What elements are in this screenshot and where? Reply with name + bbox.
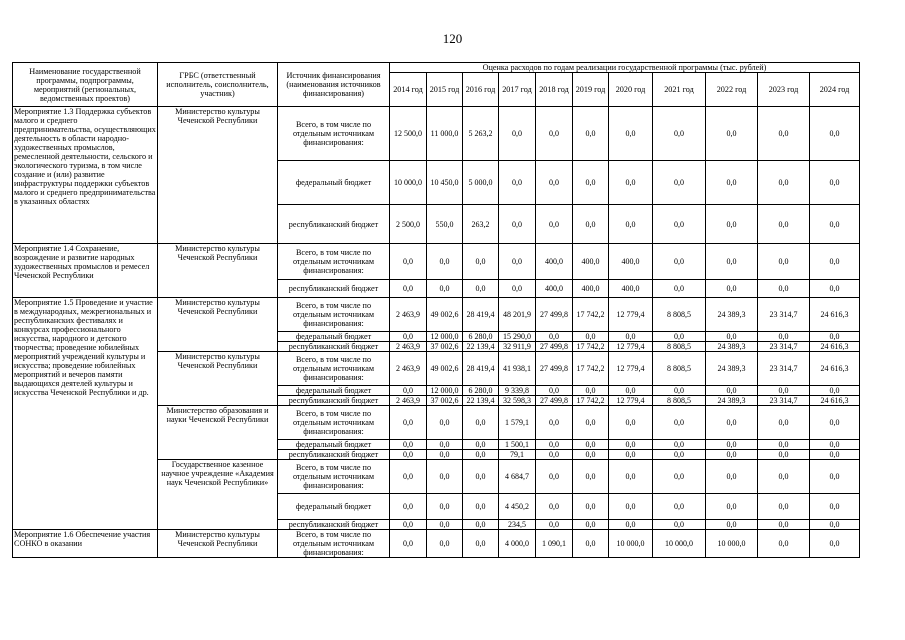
amount-cell: 0,0 xyxy=(810,406,860,440)
table-row xyxy=(13,107,860,161)
amount-cell: 0,0 xyxy=(427,440,463,450)
amount-cell: 0,0 xyxy=(463,406,499,440)
amount-cell: 10 000,0 xyxy=(653,530,706,558)
amount-cell: 10 000,0 xyxy=(390,161,427,205)
amount-cell: 0,0 xyxy=(427,450,463,460)
amount-cell: 8 808,5 xyxy=(653,298,706,332)
amount-cell: 0,0 xyxy=(609,406,653,440)
amount-cell: 0,0 xyxy=(706,520,758,530)
amount-cell: 0,0 xyxy=(536,205,573,244)
grbs-name: Государственное казенное научное учреждение «Академия наук Чеченской Республики» xyxy=(158,460,278,530)
amount-cell: 32 598,3 xyxy=(499,396,536,406)
amount-cell: 12 779,4 xyxy=(609,342,653,352)
amount-cell: 0,0 xyxy=(573,494,609,520)
amount-cell: 0,0 xyxy=(706,386,758,396)
amount-cell: 0,0 xyxy=(390,530,427,558)
amount-cell: 0,0 xyxy=(499,161,536,205)
amount-cell: 12 779,4 xyxy=(609,396,653,406)
amount-cell: 400,0 xyxy=(536,244,573,280)
grbs-name: Министерство культуры Чеченской Республики xyxy=(158,352,278,406)
amount-cell: 0,0 xyxy=(609,386,653,396)
amount-cell: 0,0 xyxy=(427,460,463,494)
amount-cell: 0,0 xyxy=(653,440,706,450)
amount-cell: 0,0 xyxy=(758,244,810,280)
budget-table xyxy=(12,62,860,558)
amount-cell: 0,0 xyxy=(390,386,427,396)
funding-source: Всего, в том числе по отдельным источникам финансирования: xyxy=(278,107,390,161)
amount-cell: 0,0 xyxy=(390,280,427,298)
amount-cell: 0,0 xyxy=(573,332,609,342)
funding-source: Всего, в том числе по отдельным источникам финансирования: xyxy=(278,244,390,280)
amount-cell: 0,0 xyxy=(758,205,810,244)
amount-cell: 12 779,4 xyxy=(609,298,653,332)
amount-cell: 0,0 xyxy=(706,161,758,205)
amount-cell: 0,0 xyxy=(653,280,706,298)
amount-cell: 0,0 xyxy=(758,386,810,396)
amount-cell: 0,0 xyxy=(758,520,810,530)
amount-cell: 0,0 xyxy=(810,161,860,205)
amount-cell: 0,0 xyxy=(810,494,860,520)
amount-cell: 0,0 xyxy=(390,406,427,440)
amount-cell: 17 742,2 xyxy=(573,352,609,386)
table-row xyxy=(13,530,860,558)
amount-cell: 2 463,9 xyxy=(390,352,427,386)
amount-cell: 10 450,0 xyxy=(427,161,463,205)
amount-cell: 0,0 xyxy=(427,280,463,298)
amount-cell: 12 000,0 xyxy=(427,332,463,342)
amount-cell: 0,0 xyxy=(536,520,573,530)
grbs-name: Министерство культуры Чеченской Республики xyxy=(158,298,278,352)
funding-source: федеральный бюджет xyxy=(278,440,390,450)
header-year: 2022 год xyxy=(706,73,758,107)
amount-cell: 0,0 xyxy=(810,460,860,494)
amount-cell: 0,0 xyxy=(573,450,609,460)
amount-cell: 23 314,7 xyxy=(758,352,810,386)
amount-cell: 27 499,8 xyxy=(536,352,573,386)
amount-cell: 37 002,6 xyxy=(427,396,463,406)
amount-cell: 0,0 xyxy=(758,107,810,161)
amount-cell: 0,0 xyxy=(427,406,463,440)
amount-cell: 0,0 xyxy=(573,406,609,440)
header-year: 2024 год xyxy=(810,73,860,107)
amount-cell: 0,0 xyxy=(463,520,499,530)
amount-cell: 0,0 xyxy=(573,520,609,530)
amount-cell: 2 463,9 xyxy=(390,396,427,406)
header-year: 2020 год xyxy=(609,73,653,107)
amount-cell: 0,0 xyxy=(499,205,536,244)
grbs-name: Министерство культуры Чеченской Республики xyxy=(158,530,278,558)
amount-cell: 0,0 xyxy=(758,280,810,298)
funding-source: федеральный бюджет xyxy=(278,494,390,520)
amount-cell: 0,0 xyxy=(758,440,810,450)
amount-cell: 0,0 xyxy=(758,406,810,440)
amount-cell: 4 450,2 xyxy=(499,494,536,520)
amount-cell: 0,0 xyxy=(536,161,573,205)
amount-cell: 24 389,3 xyxy=(706,298,758,332)
amount-cell: 0,0 xyxy=(573,205,609,244)
amount-cell: 0,0 xyxy=(463,280,499,298)
header-year: 2019 год xyxy=(573,73,609,107)
amount-cell: 0,0 xyxy=(810,440,860,450)
amount-cell: 0,0 xyxy=(810,530,860,558)
amount-cell: 23 314,7 xyxy=(758,342,810,352)
amount-cell: 49 002,6 xyxy=(427,298,463,332)
amount-cell: 23 314,7 xyxy=(758,298,810,332)
amount-cell: 0,0 xyxy=(609,460,653,494)
amount-cell: 17 742,2 xyxy=(573,342,609,352)
funding-source: республиканский бюджет xyxy=(278,280,390,298)
amount-cell: 0,0 xyxy=(706,494,758,520)
amount-cell: 2 463,9 xyxy=(390,342,427,352)
amount-cell: 0,0 xyxy=(427,530,463,558)
amount-cell: 5 000,0 xyxy=(463,161,499,205)
amount-cell: 0,0 xyxy=(706,460,758,494)
amount-cell: 12 500,0 xyxy=(390,107,427,161)
header-grbs: ГРБС (ответственный исполнитель, соисполнитель, участник) xyxy=(158,63,278,107)
amount-cell: 400,0 xyxy=(573,244,609,280)
amount-cell: 0,0 xyxy=(573,440,609,450)
header-year: 2014 год xyxy=(390,73,427,107)
amount-cell: 0,0 xyxy=(653,332,706,342)
header-year: 2017 год xyxy=(499,73,536,107)
amount-cell: 1 090,1 xyxy=(536,530,573,558)
amount-cell: 0,0 xyxy=(706,205,758,244)
amount-cell: 0,0 xyxy=(390,440,427,450)
amount-cell: 0,0 xyxy=(653,386,706,396)
amount-cell: 400,0 xyxy=(609,280,653,298)
amount-cell: 0,0 xyxy=(609,205,653,244)
amount-cell: 0,0 xyxy=(758,161,810,205)
funding-source: федеральный бюджет xyxy=(278,161,390,205)
amount-cell: 1 500,1 xyxy=(499,440,536,450)
amount-cell: 0,0 xyxy=(573,530,609,558)
amount-cell: 0,0 xyxy=(573,161,609,205)
table-row xyxy=(13,244,860,280)
amount-cell: 0,0 xyxy=(758,332,810,342)
amount-cell: 0,0 xyxy=(758,460,810,494)
amount-cell: 24 616,3 xyxy=(810,352,860,386)
amount-cell: 24 616,3 xyxy=(810,396,860,406)
amount-cell: 0,0 xyxy=(463,530,499,558)
amount-cell: 24 616,3 xyxy=(810,298,860,332)
funding-source: республиканский бюджет xyxy=(278,342,390,352)
amount-cell: 0,0 xyxy=(609,520,653,530)
amount-cell: 0,0 xyxy=(653,460,706,494)
amount-cell: 23 314,7 xyxy=(758,396,810,406)
amount-cell: 0,0 xyxy=(609,107,653,161)
funding-source: республиканский бюджет xyxy=(278,205,390,244)
amount-cell: 0,0 xyxy=(609,332,653,342)
amount-cell: 0,0 xyxy=(390,244,427,280)
amount-cell: 0,0 xyxy=(653,107,706,161)
header-year: 2015 год xyxy=(427,73,463,107)
grbs-name: Министерство культуры Чеченской Республики xyxy=(158,244,278,298)
funding-source: Всего, в том числе по отдельным источникам финансирования: xyxy=(278,530,390,558)
measure-name: Мероприятие 1.4 Сохранение, возрождение и развитие народных художественных промыслов и ремесел Чеченской Республики xyxy=(13,244,158,298)
amount-cell: 0,0 xyxy=(536,450,573,460)
amount-cell: 0,0 xyxy=(810,386,860,396)
amount-cell: 400,0 xyxy=(573,280,609,298)
amount-cell: 10 000,0 xyxy=(706,530,758,558)
amount-cell: 8 808,5 xyxy=(653,342,706,352)
amount-cell: 400,0 xyxy=(609,244,653,280)
funding-source: федеральный бюджет xyxy=(278,332,390,342)
amount-cell: 28 419,4 xyxy=(463,352,499,386)
amount-cell: 0,0 xyxy=(390,450,427,460)
amount-cell: 0,0 xyxy=(573,107,609,161)
amount-cell: 9 339,8 xyxy=(499,386,536,396)
funding-source: Всего, в том числе по отдельным источникам финансирования: xyxy=(278,406,390,440)
measure-name: Мероприятие 1.3 Поддержка субъектов малого и среднего предпринимательства, осуществляющих деятельность в области народно-художественных промыслов, ремесленной деятельности, сельского и экологического туризма, в том числе создание и (или) развитие инфраструктуры поддержки субъектов малого и среднего предпринимательства в указанных областях xyxy=(13,107,158,244)
header-year: 2016 год xyxy=(463,73,499,107)
grbs-name: Министерство культуры Чеченской Республики xyxy=(158,107,278,244)
amount-cell: 27 499,8 xyxy=(536,342,573,352)
amount-cell: 0,0 xyxy=(536,440,573,450)
amount-cell: 12 779,4 xyxy=(609,352,653,386)
amount-cell: 0,0 xyxy=(499,244,536,280)
amount-cell: 0,0 xyxy=(463,460,499,494)
amount-cell: 32 911,9 xyxy=(499,342,536,352)
measure-name: Мероприятие 1.5 Проведение и участие в международных, межрегиональных и республиканских фестивалях и конкурсах профессионального искусства, народного и детского творчества; проведение юбилейных мероприятий учреждений культуры и искусства; проведение юбилейных мероприятий и вечеров памяти выдающихся деятелей культуры и искусства Чеченской Республики и др. xyxy=(13,298,158,530)
funding-source: республиканский бюджет xyxy=(278,450,390,460)
amount-cell: 22 139,4 xyxy=(463,396,499,406)
header-estimate: Оценка расходов по годам реализации государственной программы (тыс. рублей) xyxy=(390,63,860,73)
amount-cell: 0,0 xyxy=(390,460,427,494)
header-year: 2023 год xyxy=(758,73,810,107)
amount-cell: 0,0 xyxy=(463,494,499,520)
amount-cell: 48 201,9 xyxy=(499,298,536,332)
amount-cell: 17 742,2 xyxy=(573,396,609,406)
amount-cell: 0,0 xyxy=(653,406,706,440)
amount-cell: 400,0 xyxy=(536,280,573,298)
amount-cell: 0,0 xyxy=(810,332,860,342)
amount-cell: 28 419,4 xyxy=(463,298,499,332)
page-number: 120 xyxy=(442,31,463,46)
amount-cell: 0,0 xyxy=(390,494,427,520)
funding-source: Всего, в том числе по отдельным источникам финансирования: xyxy=(278,352,390,386)
amount-cell: 37 002,6 xyxy=(427,342,463,352)
amount-cell: 0,0 xyxy=(536,406,573,440)
amount-cell: 0,0 xyxy=(758,530,810,558)
amount-cell: 79,1 xyxy=(499,450,536,460)
amount-cell: 41 938,1 xyxy=(499,352,536,386)
amount-cell: 0,0 xyxy=(427,494,463,520)
amount-cell: 0,0 xyxy=(390,332,427,342)
amount-cell: 1 579,1 xyxy=(499,406,536,440)
amount-cell: 234,5 xyxy=(499,520,536,530)
table-row xyxy=(13,298,860,332)
amount-cell: 0,0 xyxy=(609,440,653,450)
amount-cell: 0,0 xyxy=(427,244,463,280)
amount-cell: 0,0 xyxy=(573,386,609,396)
grbs-name: Министерство образования и науки Чеченской Республики xyxy=(158,406,278,460)
amount-cell: 0,0 xyxy=(653,450,706,460)
amount-cell: 12 000,0 xyxy=(427,386,463,396)
amount-cell: 8 808,5 xyxy=(653,352,706,386)
amount-cell: 15 290,0 xyxy=(499,332,536,342)
amount-cell: 0,0 xyxy=(536,107,573,161)
amount-cell: 0,0 xyxy=(536,386,573,396)
amount-cell: 22 139,4 xyxy=(463,342,499,352)
amount-cell: 27 499,8 xyxy=(536,396,573,406)
amount-cell: 0,0 xyxy=(499,107,536,161)
measure-name: Мероприятие 1.6 Обеспечение участия СОНКО в оказании xyxy=(13,530,158,558)
amount-cell: 0,0 xyxy=(758,494,810,520)
amount-cell: 0,0 xyxy=(810,205,860,244)
amount-cell: 0,0 xyxy=(653,494,706,520)
funding-source: Всего, в том числе по отдельным источникам финансирования: xyxy=(278,460,390,494)
amount-cell: 0,0 xyxy=(463,244,499,280)
header-year: 2018 год xyxy=(536,73,573,107)
amount-cell: 24 389,3 xyxy=(706,342,758,352)
amount-cell: 11 000,0 xyxy=(427,107,463,161)
amount-cell: 0,0 xyxy=(499,280,536,298)
amount-cell: 0,0 xyxy=(706,450,758,460)
amount-cell: 0,0 xyxy=(706,406,758,440)
amount-cell: 0,0 xyxy=(536,460,573,494)
header-year: 2021 год xyxy=(653,73,706,107)
amount-cell: 0,0 xyxy=(463,440,499,450)
amount-cell: 0,0 xyxy=(390,520,427,530)
amount-cell: 4 684,7 xyxy=(499,460,536,494)
header-source: Источник финансирования (наименования источников финансирования) xyxy=(278,63,390,107)
amount-cell: 10 000,0 xyxy=(609,530,653,558)
amount-cell: 550,0 xyxy=(427,205,463,244)
amount-cell: 27 499,8 xyxy=(536,298,573,332)
header-name: Наименование государственной программы, подпрограммы, мероприятий (региональных, ведомственных проектов) xyxy=(13,63,158,107)
amount-cell: 0,0 xyxy=(653,520,706,530)
amount-cell: 0,0 xyxy=(536,332,573,342)
amount-cell: 0,0 xyxy=(536,494,573,520)
funding-source: федеральный бюджет xyxy=(278,386,390,396)
funding-source: Всего, в том числе по отдельным источникам финансирования: xyxy=(278,298,390,332)
amount-cell: 0,0 xyxy=(653,161,706,205)
amount-cell: 0,0 xyxy=(810,280,860,298)
amount-cell: 0,0 xyxy=(810,450,860,460)
amount-cell: 0,0 xyxy=(653,205,706,244)
amount-cell: 0,0 xyxy=(463,450,499,460)
amount-cell: 0,0 xyxy=(609,161,653,205)
amount-cell: 0,0 xyxy=(653,244,706,280)
amount-cell: 0,0 xyxy=(706,280,758,298)
amount-cell: 0,0 xyxy=(758,450,810,460)
amount-cell: 0,0 xyxy=(706,107,758,161)
amount-cell: 24 389,3 xyxy=(706,396,758,406)
amount-cell: 0,0 xyxy=(706,332,758,342)
amount-cell: 0,0 xyxy=(810,244,860,280)
amount-cell: 2 463,9 xyxy=(390,298,427,332)
amount-cell: 0,0 xyxy=(427,520,463,530)
amount-cell: 49 002,6 xyxy=(427,352,463,386)
amount-cell: 2 500,0 xyxy=(390,205,427,244)
amount-cell: 6 280,0 xyxy=(463,332,499,342)
funding-source: республиканский бюджет xyxy=(278,520,390,530)
amount-cell: 6 280,0 xyxy=(463,386,499,396)
amount-cell: 4 000,0 xyxy=(499,530,536,558)
amount-cell: 0,0 xyxy=(810,107,860,161)
amount-cell: 5 263,2 xyxy=(463,107,499,161)
amount-cell: 0,0 xyxy=(609,450,653,460)
amount-cell: 24 389,3 xyxy=(706,352,758,386)
amount-cell: 263,2 xyxy=(463,205,499,244)
amount-cell: 8 808,5 xyxy=(653,396,706,406)
funding-source: республиканский бюджет xyxy=(278,396,390,406)
amount-cell: 0,0 xyxy=(810,520,860,530)
amount-cell: 0,0 xyxy=(609,494,653,520)
amount-cell: 0,0 xyxy=(706,440,758,450)
amount-cell: 24 616,3 xyxy=(810,342,860,352)
amount-cell: 17 742,2 xyxy=(573,298,609,332)
amount-cell: 0,0 xyxy=(706,244,758,280)
amount-cell: 0,0 xyxy=(573,460,609,494)
